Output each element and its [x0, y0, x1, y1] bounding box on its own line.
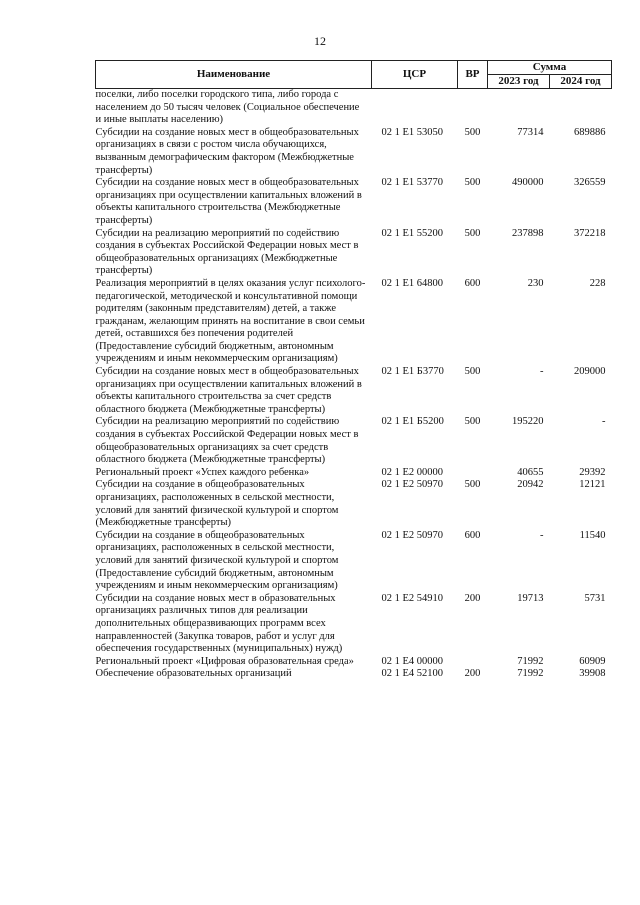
row-vr-code: 500 [464, 126, 481, 138]
row-vr-code [458, 656, 488, 669]
table-row [96, 89, 612, 127]
row-amount-2023: 237898 [512, 227, 544, 239]
row-amount-2024 [550, 89, 612, 127]
row-amount-2023: 19713 [517, 592, 544, 604]
row-amount-2023: - [540, 529, 544, 541]
row-name: Реализация мероприятий в целях оказания услуг психолого-педагогической, методической и консультативной помощи родителям (законным представителям) детей, а также гражданам, желающим принять на воспитание в свои семьи детей, оставшихся без попечения родителей (Предоставление субсидий бюджетным, автономным учреждениям и иным некоммерческим организациям) [95, 277, 366, 365]
row-amount-2024: 372218 [574, 227, 606, 239]
row-amount-2024: 12121 [579, 479, 606, 491]
row-amount-2024: 326559 [574, 177, 606, 189]
table-header [96, 61, 612, 89]
row-amount-2024: 689886 [574, 126, 606, 138]
row-name: Региональный проект «Цифровая образовательная среда» [95, 655, 354, 667]
row-amount-2023: - [540, 366, 544, 378]
row-csr-code: 02 1 E4 52100 [381, 668, 444, 680]
row-vr-code [458, 467, 488, 480]
row-csr-code [372, 89, 458, 127]
row-amount-2024: 29392 [579, 466, 606, 478]
table-row [96, 278, 612, 366]
row-vr-code: 500 [464, 479, 481, 491]
row-amount-2023: 71992 [517, 655, 544, 667]
table-row [96, 127, 612, 177]
row-csr-code: 02 1 E1 55200 [381, 227, 444, 239]
row-vr-code: 200 [464, 592, 481, 604]
row-csr-code: 02 1 E1 53770 [381, 177, 444, 189]
row-name: Обеспечение образовательных организаций [95, 668, 292, 680]
row-csr-code: 02 1 E1 Б5200 [381, 416, 444, 428]
row-name: Региональный проект «Успех каждого ребенка» [95, 466, 310, 478]
row-vr-code [458, 89, 488, 127]
row-name: Субсидии на реализацию мероприятий по содействию создания в субъектах Российской Федерации новых мест в общеобразовательных организациях за счет средств областного бюджета (Межбюджетные трансферты) [95, 416, 359, 466]
row-name: Субсидии на создание в общеобразовательных организациях, расположенных в сельской местности, условий для занятий физической культурой и спортом (Межбюджетные трансферты) [95, 479, 339, 529]
table-row [96, 668, 612, 681]
header-year-2023: 2023 год [488, 75, 550, 89]
row-amount-2023: 20942 [517, 479, 544, 491]
row-amount-2023: 490000 [512, 177, 544, 189]
row-vr-code: 500 [464, 227, 481, 239]
header-vr: ВР [458, 61, 488, 89]
row-amount-2024: 39908 [579, 668, 606, 680]
row-csr-code: 02 1 E2 00000 [381, 466, 444, 478]
row-vr-code: 500 [464, 416, 481, 428]
row-amount-2023: 195220 [512, 416, 544, 428]
page-number: 12 [314, 34, 326, 48]
row-csr-code: 02 1 E1 64800 [381, 277, 444, 289]
table-row [96, 467, 612, 480]
row-csr-code: 02 1 E1 53050 [381, 126, 444, 138]
row-vr-code: 600 [464, 277, 481, 289]
table-body [96, 89, 612, 681]
row-amount-2024: 209000 [574, 366, 606, 378]
budget-table [95, 60, 612, 681]
header-csr: ЦСР [372, 61, 458, 89]
row-amount-2024: 5731 [584, 592, 606, 604]
table-row [96, 656, 612, 669]
row-amount-2023: 230 [527, 277, 544, 289]
row-amount-2024: - [602, 416, 606, 428]
table-row [96, 593, 612, 656]
table-row [96, 416, 612, 466]
row-csr-code: 02 1 E2 54910 [381, 592, 444, 604]
row-amount-2023: 40655 [517, 466, 544, 478]
row-amount-2023 [488, 89, 550, 127]
row-name: Субсидии на создание новых мест в образовательных организациях различных типов для реализации дополнительных общеразвивающих программ всех направленностей (Закупка товаров, работ и услуг для обеспечения государственных (муниципальных) нужд) [95, 592, 343, 655]
table-row [96, 530, 612, 593]
table-row [96, 366, 612, 416]
row-csr-code: 02 1 E1 Б3770 [381, 366, 444, 378]
row-csr-code: 02 1 E2 50970 [381, 529, 444, 541]
row-csr-code: 02 1 E2 50970 [381, 479, 444, 491]
table-row [96, 479, 612, 529]
row-vr-code: 200 [464, 668, 481, 680]
row-amount-2023: 71992 [517, 668, 544, 680]
table-row [96, 177, 612, 227]
row-name: Субсидии на создание новых мест в общеобразовательных организациях при осуществлении капитальных вложений в объекты капитального строительства (Межбюджетные трансферты) [95, 177, 362, 226]
row-name: Субсидии на реализацию мероприятий по содействию создания в субъектах Российской Федерации новых мест в общеобразовательных организациях (Межбюджетные трансферты) [95, 227, 359, 277]
row-name: Субсидии на создание новых мест в общеобразовательных организациях при осуществлении капитальных вложений в объекты капитального строительства за счет средств областного бюджета (Межбюджетные трансферты) [95, 366, 362, 415]
row-vr-code: 500 [464, 366, 481, 378]
header-year-2024: 2024 год [550, 75, 612, 89]
row-amount-2024: 228 [589, 277, 606, 289]
row-name: Субсидии на создание новых мест в общеобразовательных организациях в связи с ростом числа обучающихся, вызванным демографическим фактором (Межбюджетные трансферты) [95, 126, 359, 176]
row-amount-2024: 11540 [579, 529, 606, 541]
row-vr-code: 600 [464, 529, 481, 541]
row-csr-code: 02 1 E4 00000 [381, 655, 444, 667]
row-name: поселки, либо поселки городского типа, либо города с населением до 50 тысяч человек (Социальное обеспечение и иные выплаты населению) [95, 89, 360, 126]
row-amount-2023: 77314 [517, 126, 544, 138]
header-sum: Сумма [488, 61, 612, 75]
header-name: Наименование [96, 61, 372, 89]
row-name: Субсидии на создание в общеобразовательных организациях, расположенных в сельской местности, условий для занятий физической культурой и спортом (Предоставление субсидий бюджетным, автономным учреждениям и иным некоммерческим организациям) [95, 529, 339, 592]
row-vr-code: 500 [464, 177, 481, 189]
row-amount-2024: 60909 [579, 655, 606, 667]
table-row [96, 228, 612, 278]
